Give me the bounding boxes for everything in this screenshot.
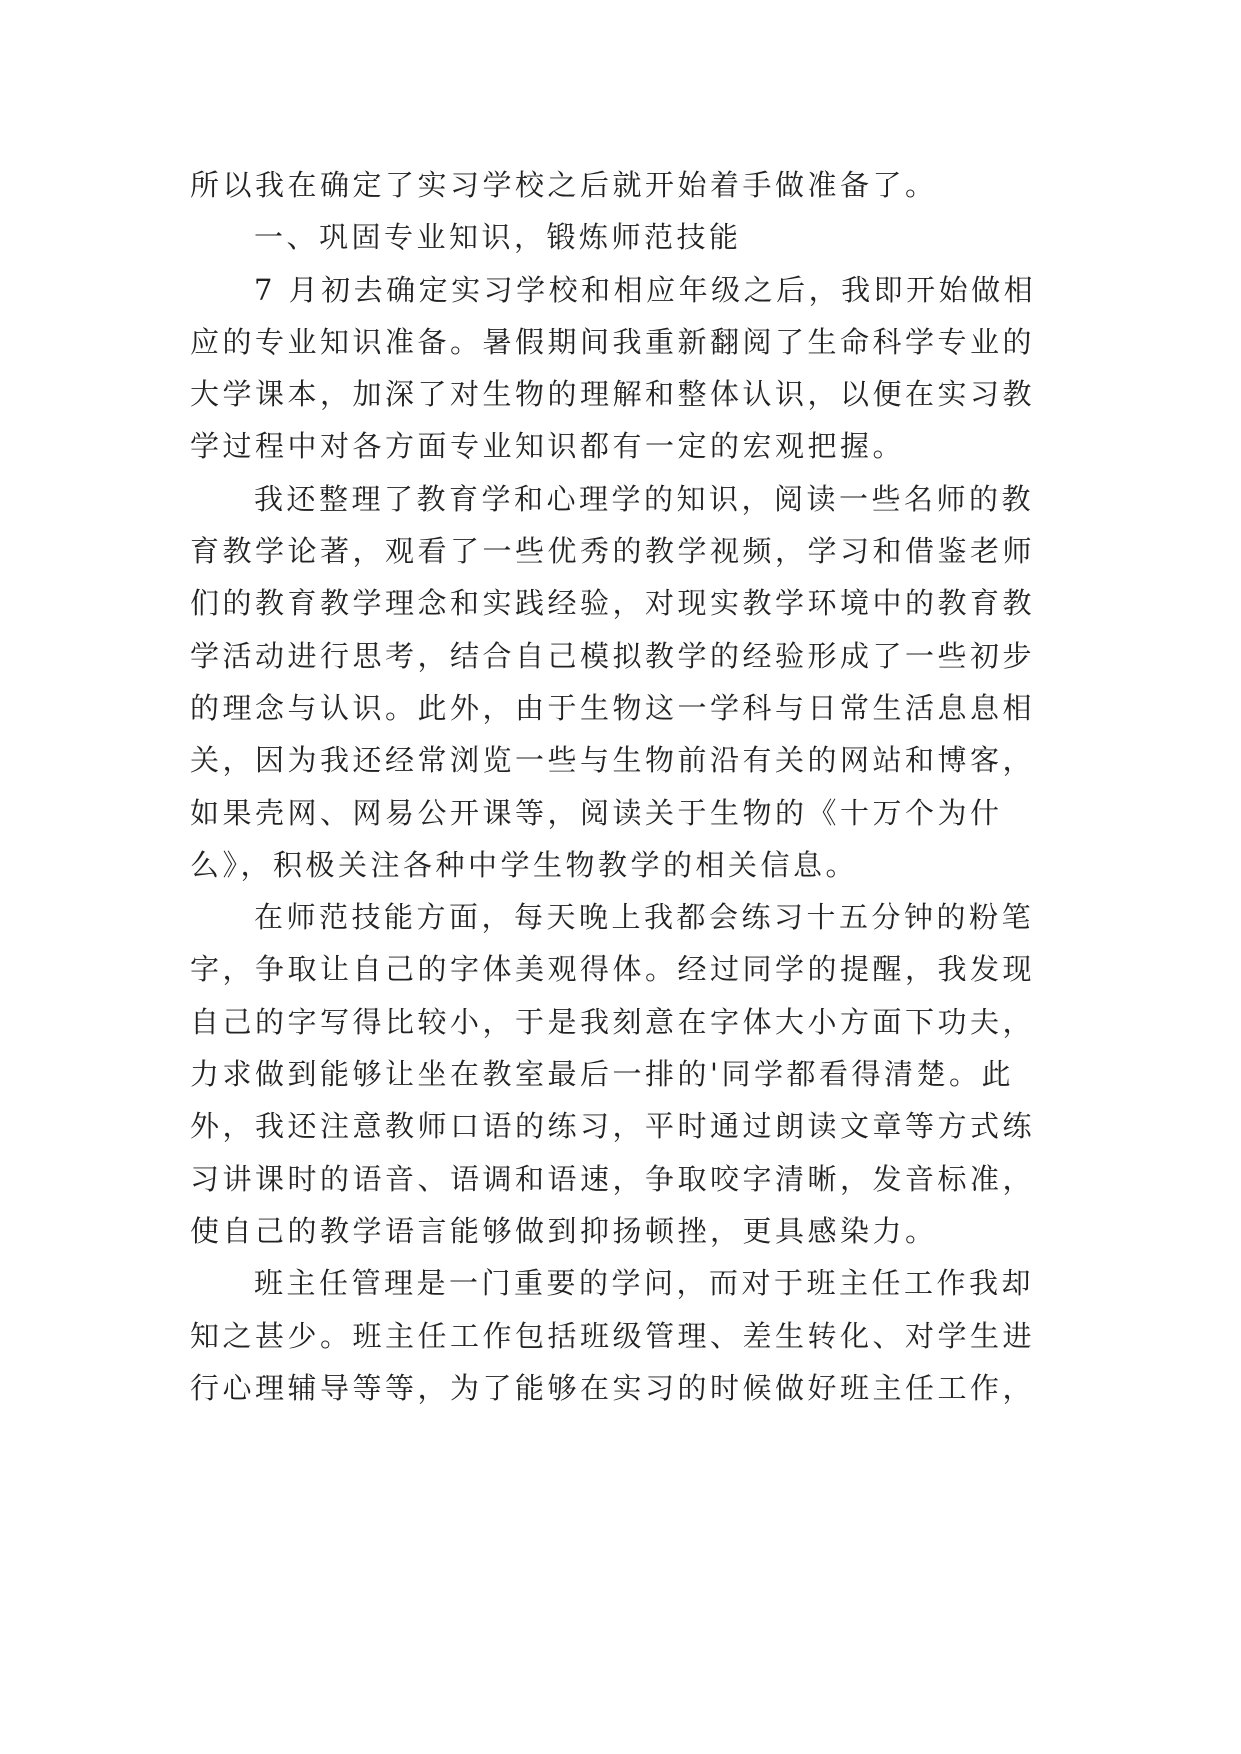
text-line: 使自己的教学语言能够做到抑扬顿挫，更具感染力。	[190, 1213, 938, 1248]
text-line: 班主任管理是一门重要的学问，而对于班主任工作我却	[254, 1266, 1035, 1301]
text-line: 力求做到能够让坐在教室最后一排的'同学都看得清楚。此	[190, 1057, 1014, 1092]
text-line: 们的教育教学理念和实践经验，对现实教学环境中的教育教	[190, 586, 1036, 621]
text-line: 学过程中对各方面专业知识都有一定的宏观把握。	[190, 429, 906, 464]
text-line: 所以我在确定了实习学校之后就开始着手做准备了。	[190, 168, 938, 202]
text-line: 大学课本，加深了对生物的理解和整体认识，以便在实习教	[190, 377, 1036, 412]
section-heading: 一、巩固专业知识，锻炼师范技能	[254, 220, 742, 255]
text-line: 关，因为我还经常浏览一些与生物前沿有关的网站和博客，	[190, 743, 1036, 778]
text-line: 如果壳网、网易公开课等，阅读关于生物的《十万个为什	[190, 795, 1003, 830]
text-line: 在师范技能方面，每天晚上我都会练习十五分钟的粉笔	[254, 900, 1035, 935]
text-line: 育教学论著，观看了一些优秀的教学视频，学习和借鉴老师	[190, 534, 1036, 569]
text-line: 知之甚少。班主任工作包括班级管理、差生转化、对学生进	[190, 1318, 1036, 1353]
text-line: 应的专业知识准备。暑假期间我重新翻阅了生命科学专业的	[190, 324, 1036, 359]
body-text	[190, 159, 1060, 1414]
text-line: 外，我还注意教师口语的练习，平时通过朗读文章等方式练	[190, 1109, 1036, 1144]
text-line: 自己的字写得比较小，于是我刻意在字体大小方面下功夫，	[190, 1004, 1036, 1039]
text-line: 习讲课时的语音、语调和语速，争取咬字清晰，发音标准，	[190, 1161, 1036, 1196]
text-line: 行心理辅导等等，为了能够在实习的时候做好班主任工作，	[190, 1370, 1036, 1405]
text-line: 么》，积极关注各种中学生物教学的相关信息。	[190, 847, 859, 882]
text-line: 的理念与认识。此外，由于生物这一学科与日常生活息息相	[190, 690, 1036, 725]
text-line: 字，争取让自己的字体美观得体。经过同学的提醒，我发现	[190, 952, 1036, 987]
text-line: 7 月初去确定实习学校和相应年级之后，我即开始做相	[254, 272, 1037, 307]
text-line: 我还整理了教育学和心理学的知识，阅读一些名师的教	[254, 481, 1035, 516]
text-line: 学活动进行思考，结合自己模拟教学的经验形成了一些初步	[190, 638, 1036, 673]
